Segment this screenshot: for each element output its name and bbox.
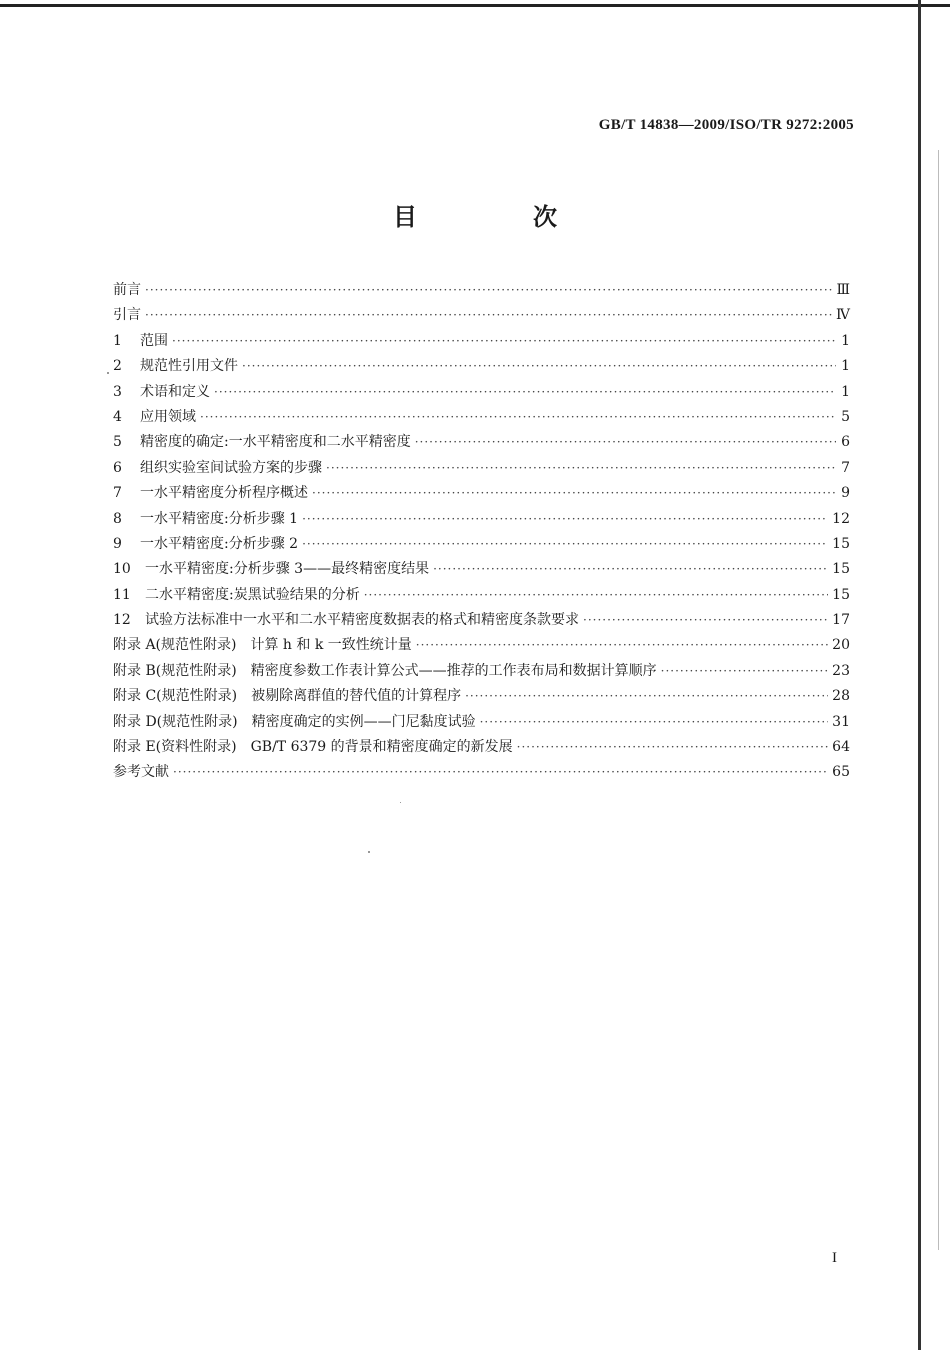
toc-entry-label: 组织实验室间试验方案的步骤 bbox=[140, 459, 322, 476]
scan-speck bbox=[368, 851, 370, 853]
toc-entry-page: 5 bbox=[841, 408, 850, 425]
toc-entry-label: 精密度的确定:一水平精密度和二水平精密度 bbox=[140, 434, 411, 451]
scan-speck bbox=[107, 372, 109, 374]
toc-entry bbox=[113, 481, 850, 506]
toc-entry-number: 1 bbox=[113, 332, 122, 349]
toc-entry bbox=[113, 278, 850, 303]
toc-entry-page: Ⅲ bbox=[836, 282, 850, 298]
toc-entry-page: 15 bbox=[832, 535, 850, 552]
toc-leader-dots bbox=[302, 532, 828, 557]
toc-entry-label: 附录 B(规范性附录) 精密度参数工作表计算公式——推荐的工作表布局和数据计算顺序 bbox=[113, 662, 657, 679]
page-title: 目 次 bbox=[393, 203, 603, 231]
toc-entry bbox=[113, 760, 850, 785]
toc-entry-label: 范围 bbox=[140, 332, 168, 349]
toc-entry bbox=[113, 608, 850, 633]
toc-entry-page: 20 bbox=[832, 637, 850, 654]
toc-entry-label: 附录 A(规范性附录) 计算 h 和 k 一致性统计量 bbox=[113, 637, 412, 654]
toc-entry-number: 4 bbox=[113, 408, 122, 425]
toc-entry-page: 1 bbox=[841, 332, 850, 349]
toc-entry-page: Ⅳ bbox=[836, 307, 850, 324]
toc-entry-label: 术语和定义 bbox=[140, 383, 210, 400]
toc-entry-label: 一水平精密度:分析步骤 3——最终精密度结果 bbox=[145, 561, 430, 578]
toc-entry-page: 6 bbox=[841, 434, 850, 451]
toc-entry bbox=[113, 633, 850, 658]
toc-entry-number: 12 bbox=[113, 612, 131, 629]
toc-leader-dots bbox=[145, 278, 832, 303]
toc-leader-dots bbox=[145, 303, 832, 328]
toc-leader-dots bbox=[326, 456, 836, 481]
toc-entry-page: 12 bbox=[832, 510, 850, 527]
toc-entry-number: 3 bbox=[113, 383, 122, 400]
toc-entry bbox=[113, 659, 850, 684]
toc-entry bbox=[113, 557, 850, 582]
toc-leader-dots bbox=[583, 608, 828, 633]
toc-entry-label: 二水平精密度:炭黑试验结果的分析 bbox=[145, 586, 360, 603]
toc-entry bbox=[113, 507, 850, 532]
toc-leader-dots bbox=[661, 659, 829, 684]
toc-leader-dots bbox=[517, 735, 829, 760]
toc-entry-number: 10 bbox=[113, 561, 131, 578]
toc-entry-label: 一水平精密度:分析步骤 1 bbox=[140, 510, 299, 527]
toc-leader-dots bbox=[200, 405, 836, 430]
toc-entry-page: 7 bbox=[841, 459, 850, 476]
right-scan-line bbox=[938, 150, 939, 1250]
toc-entry-number: 11 bbox=[113, 586, 131, 603]
toc-entry-label: 一水平精密度:分析步骤 2 bbox=[140, 535, 299, 552]
toc-leader-dots bbox=[214, 380, 836, 405]
toc-leader-dots bbox=[242, 354, 836, 379]
top-border-line bbox=[0, 4, 950, 7]
toc-entry-label: 前言 bbox=[113, 282, 141, 298]
toc-leader-dots bbox=[433, 557, 828, 582]
toc-entry bbox=[113, 303, 850, 328]
toc-entry-page: 31 bbox=[832, 713, 850, 730]
toc-entry bbox=[113, 684, 850, 709]
toc-leader-dots bbox=[416, 633, 828, 658]
toc-leader-dots bbox=[173, 760, 828, 785]
toc-entry-page: 28 bbox=[832, 688, 850, 705]
toc-leader-dots bbox=[364, 583, 828, 608]
toc-entry-label: 引言 bbox=[113, 307, 141, 324]
toc-entry-number: 2 bbox=[113, 358, 122, 375]
toc-entry-label: 试验方法标准中一水平和二水平精密度数据表的格式和精密度条款要求 bbox=[145, 612, 579, 629]
toc-entry-number: 9 bbox=[113, 535, 122, 552]
toc-leader-dots bbox=[172, 329, 836, 354]
toc-entry bbox=[113, 583, 850, 608]
page-number: I bbox=[832, 1250, 837, 1266]
toc-entry-page: 23 bbox=[832, 662, 850, 679]
toc-entry-label: 附录 D(规范性附录) 精密度确定的实例——门尼黏度试验 bbox=[113, 713, 476, 730]
scan-speck bbox=[400, 802, 401, 803]
toc-entry-label: 附录 E(资料性附录) GB/T 6379 的背景和精密度确定的新发展 bbox=[113, 739, 513, 756]
toc-entry-label: 一水平精密度分析程序概述 bbox=[140, 485, 308, 502]
toc-leader-dots bbox=[302, 507, 828, 532]
toc-leader-dots bbox=[415, 430, 836, 455]
standard-number: GB/T 14838—2009/ISO/TR 9272:2005 bbox=[598, 117, 854, 133]
toc-entry-page: 15 bbox=[832, 561, 850, 578]
toc-entry bbox=[113, 456, 850, 481]
toc-entry bbox=[113, 329, 850, 354]
toc-entry-page: 9 bbox=[841, 485, 850, 502]
toc-entry-page: 1 bbox=[841, 358, 850, 375]
toc-entry-page: 1 bbox=[841, 383, 850, 400]
toc-entry bbox=[113, 405, 850, 430]
toc-entry-page: 65 bbox=[832, 764, 850, 781]
toc-entry bbox=[113, 532, 850, 557]
toc-entry-label: 参考文献 bbox=[113, 764, 169, 781]
toc-entry-number: 7 bbox=[113, 485, 122, 502]
toc-leader-dots bbox=[312, 481, 836, 506]
toc-entry-number: 8 bbox=[113, 510, 122, 527]
toc-entry bbox=[113, 354, 850, 379]
toc-leader-dots bbox=[480, 710, 829, 735]
toc-entry bbox=[113, 380, 850, 405]
toc-entry-page: 17 bbox=[832, 612, 850, 629]
toc-entry-label: 附录 C(规范性附录) 被剔除离群值的替代值的计算程序 bbox=[113, 688, 462, 705]
toc-entry bbox=[113, 710, 850, 735]
table-of-contents bbox=[113, 278, 850, 786]
toc-entry bbox=[113, 735, 850, 760]
toc-entry-number: 6 bbox=[113, 459, 122, 476]
toc-entry-label: 应用领域 bbox=[140, 408, 196, 425]
toc-entry-page: 64 bbox=[832, 739, 850, 756]
toc-entry-page: 15 bbox=[832, 586, 850, 603]
toc-entry-number: 5 bbox=[113, 434, 122, 451]
toc-entry bbox=[113, 430, 850, 455]
toc-entry-label: 规范性引用文件 bbox=[140, 358, 238, 375]
toc-leader-dots bbox=[465, 684, 828, 709]
